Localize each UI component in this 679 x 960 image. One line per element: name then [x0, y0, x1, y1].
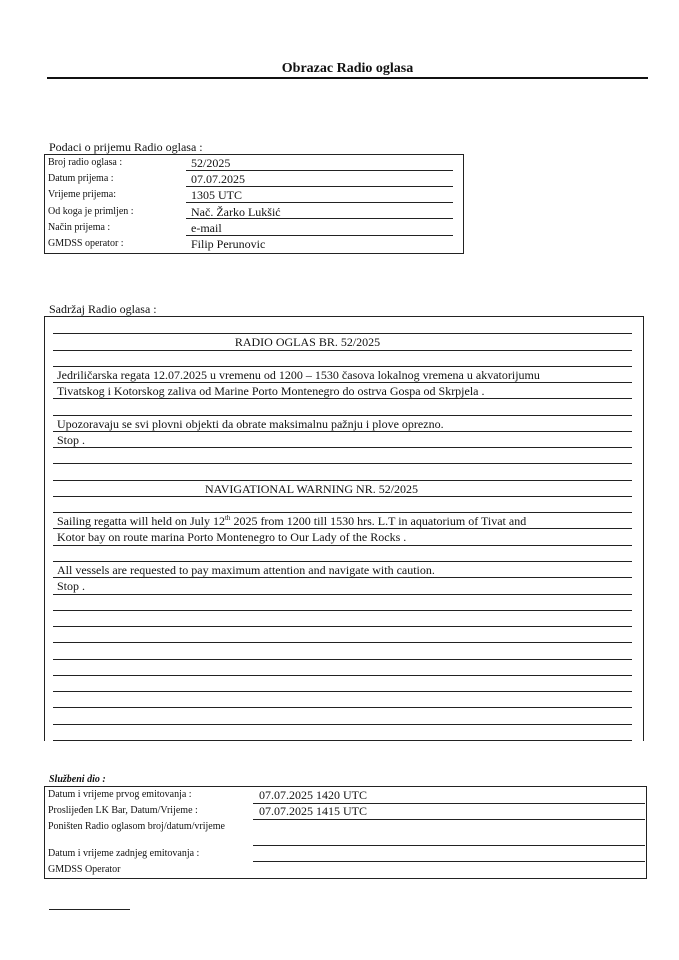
content-rule	[53, 610, 632, 611]
content-rule	[53, 415, 632, 416]
reception-label: GMDSS operator :	[48, 238, 124, 249]
content-rule	[53, 561, 632, 562]
content-rule	[53, 626, 632, 627]
content-rule	[53, 366, 632, 367]
reception-rule	[186, 235, 453, 236]
nav-warning-line: All vessels are requested to pay maximum attention and navigate with caution.	[57, 563, 435, 577]
content-rule	[53, 463, 632, 464]
reception-label: Od koga je primljen :	[48, 206, 134, 217]
content-rule	[53, 447, 632, 448]
official-value: 07.07.2025 1420 UTC	[259, 788, 367, 802]
reception-value: 07.07.2025	[191, 172, 245, 186]
radio-notice-line: Upozoravaju se svi plovni objekti da obrate maksimalnu pažnju i plove oprezno.	[57, 417, 444, 431]
reception-value: 52/2025	[191, 156, 231, 170]
nav-warning-line-end: 2025 from 1200 till 1530 hrs. L.T in aquatorium of Tivat and	[230, 514, 527, 528]
nav-warning-line: Kotor bay on route marina Porto Montenegro to Our Lady of the Rocks .	[57, 530, 407, 544]
radio-notice-line: Stop .	[57, 433, 86, 447]
official-label: Poništen Radio oglasom broj/datum/vrijeme	[48, 821, 225, 832]
reception-heading: Podaci o prijemu Radio oglasa :	[49, 140, 203, 154]
content-rule	[53, 724, 632, 725]
content-rule	[53, 512, 632, 513]
nav-warning-superscript: th	[224, 514, 231, 522]
reception-value: Nač. Žarko Lukšić	[191, 205, 281, 219]
official-rule	[253, 861, 645, 862]
content-rule	[53, 675, 632, 676]
reception-label: Način prijema :	[48, 222, 111, 233]
content-rule	[53, 545, 632, 546]
reception-label: Broj radio oglasa :	[48, 157, 123, 168]
content-rule	[53, 480, 632, 481]
reception-label: Datum prijema :	[48, 173, 114, 184]
content-rule	[53, 691, 632, 692]
official-label: Datum i vrijeme prvog emitovanja :	[48, 789, 192, 800]
official-value: 07.07.2025 1415 UTC	[259, 804, 367, 818]
page-title: Obrazac Radio oglasa	[281, 61, 414, 76]
content-rule	[53, 642, 632, 643]
official-label: GMDSS Operator	[48, 864, 121, 875]
official-rule	[253, 819, 645, 820]
official-rule	[253, 845, 645, 846]
official-label: Datum i vrijeme zadnjeg emitovanja :	[48, 848, 200, 859]
reception-value: e-mail	[191, 221, 222, 235]
official-label: Proslijeđen LK Bar, Datum/Vrijeme :	[48, 805, 198, 816]
nav-warning-line-start: Sailing regatta will held on July 12	[57, 514, 225, 528]
title-rule	[47, 77, 648, 79]
content-rule	[53, 594, 632, 595]
content-rule	[53, 740, 632, 741]
signature-line	[49, 909, 130, 910]
reception-label: Vrijeme prijema:	[48, 189, 116, 200]
nav-warning-line: Stop .	[57, 579, 86, 593]
radio-notice-line: Tivatskog i Kotorskog zaliva od Marine Porto Montenegro do ostrva Gospa od Skrpjela .	[57, 384, 485, 398]
reception-value: Filip Perunovic	[191, 237, 266, 251]
content-rule	[53, 659, 632, 660]
nav-warning-title: NAVIGATIONAL WARNING NR. 52/2025	[204, 482, 419, 496]
content-rule	[53, 350, 632, 351]
content-rule	[53, 707, 632, 708]
radio-notice-line: Jedriličarska regata 12.07.2025 u vremenu od 1200 – 1530 časova lokalnog vremena u akvatorijumu	[57, 368, 540, 382]
content-rule	[53, 333, 632, 334]
radio-notice-title: RADIO OGLAS BR. 52/2025	[234, 335, 381, 349]
official-heading: Službeni dio :	[49, 774, 106, 785]
content-heading: Sadržaj Radio oglasa :	[49, 302, 157, 316]
nav-warning-line	[57, 514, 526, 529]
reception-value: 1305 UTC	[191, 188, 242, 202]
